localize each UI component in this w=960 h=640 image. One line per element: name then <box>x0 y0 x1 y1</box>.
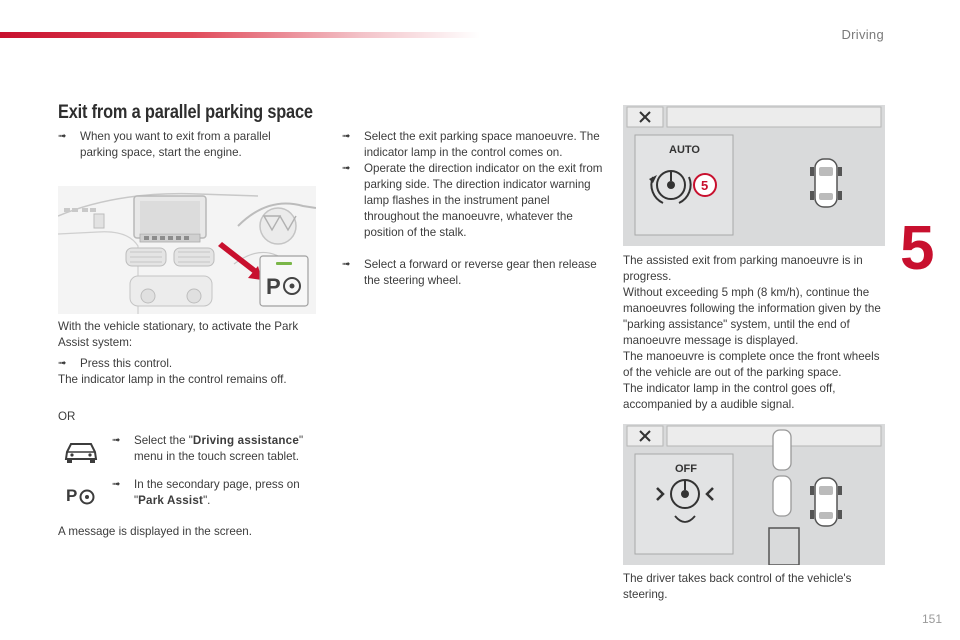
car-top-view-icon <box>810 478 842 526</box>
or-label: OR <box>58 410 76 423</box>
section-label: Driving <box>841 27 884 42</box>
svg-text:P: P <box>66 486 78 505</box>
arrow-bullet-icon: ➟ <box>342 163 351 174</box>
arrow-bullet-icon: ➟ <box>112 479 121 490</box>
header-accent-bar <box>0 32 480 38</box>
arrow-bullet-icon: ➟ <box>342 259 351 270</box>
arrow-bullet-icon: ➟ <box>58 358 67 369</box>
activation-intro: With the vehicle stationary, to activate the Park Assist system: <box>58 320 299 349</box>
driver-control-paragraph: The driver takes back control of the vehicle's steering. <box>623 572 852 601</box>
select-driving-assistance-bullet: ➟ Select the "Driving assistance" menu in the touch screen tablet. <box>112 434 304 463</box>
middle-bullet-3: ➟ Select a forward or reverse gear then release the steering wheel. <box>342 258 597 287</box>
intro-bullet: ➟ When you want to exit from a parallel parking space, start the engine. <box>58 130 271 159</box>
assisted-exit-paragraph: The assisted exit from parking manoeuvre is in progress. Without exceeding 5 mph (8 km/h), continue the manoeuvres following the information given by the "parking assistance" system, until the end of manoeuvre message is displayed. The manoeuvre is complete once the front wheels of the vehicle are out of the parking space. The indicator lamp in the control goes off, accompanied by a audible signal. <box>623 254 881 411</box>
off-manoeuvre-screen <box>623 424 885 565</box>
page-title: Exit from a parallel parking space <box>58 102 313 123</box>
step-badge: 5 <box>701 178 709 193</box>
lamp-remains-text: The indicator lamp in the control remains off. <box>58 373 287 386</box>
middle-bullet-1: ➟ Select the exit parking space manoeuvre. The indicator lamp in the control comes on. <box>342 130 600 159</box>
press-bullet: ➟ Press this control. <box>58 357 173 370</box>
car-icon <box>63 440 99 469</box>
arrow-bullet-icon: ➟ <box>112 435 121 446</box>
arrow-bullet-icon: ➟ <box>342 131 351 142</box>
auto-manoeuvre-screen <box>623 105 885 246</box>
off-mode-label: OFF <box>675 463 697 475</box>
auto-mode-label: AUTO <box>669 144 700 156</box>
message-displayed-text: A message is displayed in the screen. <box>58 525 252 538</box>
arrow-bullet-icon: ➟ <box>58 131 67 142</box>
page-number: 151 <box>921 612 942 626</box>
middle-bullet-2: ➟ Operate the direction indicator on the exit from parking side. The direction indicator warning lamp flashes in the instrument panel throughout the manoeuvre, whatever the position of the stalk. <box>342 162 603 239</box>
secondary-page-bullet: ➟ In the secondary page, press on "Park Assist". <box>112 478 300 507</box>
svg-text:P: P <box>266 274 281 299</box>
chapter-number: 5 <box>900 214 935 283</box>
dashboard-illustration <box>58 186 316 314</box>
car-top-view-icon <box>810 159 842 207</box>
park-assist-icon <box>66 484 98 511</box>
